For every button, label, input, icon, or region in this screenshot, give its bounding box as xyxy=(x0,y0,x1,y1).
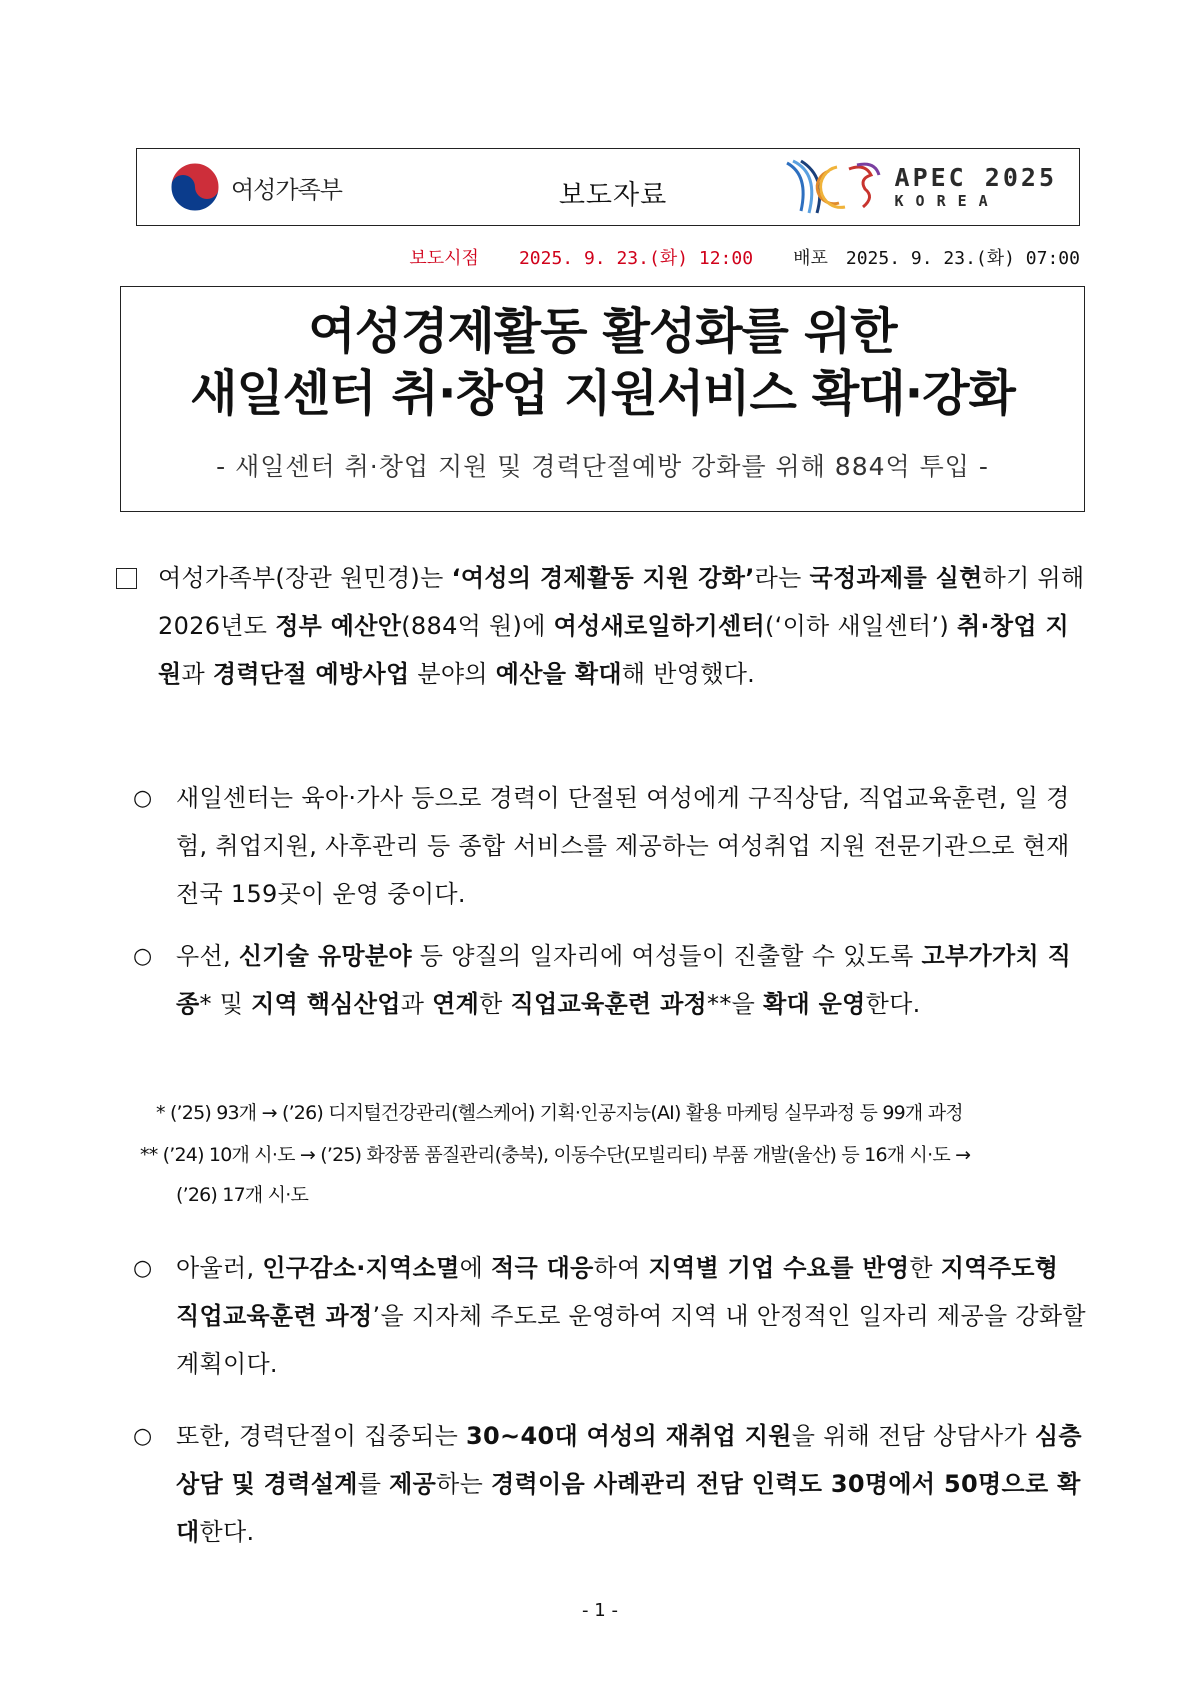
emphasized-text: 확대 운영 xyxy=(763,990,866,1018)
footnote-1: * (’25) 93개 → (’26) 디지털건강관리(헬스케어) 기획·인공지능(AI) 활용 마케팅 실무과정 등 99개 과정 xyxy=(156,1102,963,1124)
body-text: ’을 지자체 주도로 운영하여 지역 내 안정적인 일자리 제공을 강화할 계획이다. xyxy=(176,1302,1086,1378)
body-text: 과 xyxy=(181,660,213,688)
embargo-time: 2025. 9. 23.(화) 12:00 xyxy=(518,248,754,269)
body-text: 한 xyxy=(479,990,511,1018)
body-text: 하여 xyxy=(593,1254,649,1282)
body-text: 해 반영했다. xyxy=(621,660,756,688)
circle-bullet-icon: ○ xyxy=(133,944,153,969)
emphasized-text: 연계 xyxy=(432,990,480,1018)
emphasized-text: 예산을 확대 xyxy=(495,660,622,688)
body-text: 에 xyxy=(459,1254,492,1282)
press-release-label: 보도자료 xyxy=(558,180,668,211)
emphasized-text: 제공 xyxy=(389,1470,437,1498)
checkbox-square-bullet-icon xyxy=(116,568,137,589)
body-text: 과 xyxy=(400,990,433,1018)
ministry-name: 여성가족부 xyxy=(231,175,342,204)
body-text: (884억 원)에 xyxy=(401,612,554,640)
main-paragraph xyxy=(158,554,1088,698)
body-text: 하는 xyxy=(436,1470,491,1498)
footnote-2-continued: (’26) 17개 시·도 xyxy=(176,1184,308,1206)
emphasized-text: ‘여성의 경제활동 지원 강화’ xyxy=(451,564,755,592)
body-text: 분야의 xyxy=(409,660,496,688)
emphasized-text: 고부가가치 직종 xyxy=(176,942,1072,1018)
emphasized-text: 심층상담 및 경력설계 xyxy=(176,1422,1082,1498)
emphasized-text: 인구감소·지역소멸 xyxy=(262,1254,460,1282)
body-text: 한 xyxy=(909,1254,941,1282)
press-header xyxy=(136,148,1080,226)
apec-emblem-icon xyxy=(779,155,889,219)
body-text: 한다. xyxy=(865,990,921,1018)
body-text: **을 xyxy=(707,990,764,1018)
headline-subtitle: - 새일센터 취·창업 지원 및 경력단절예방 강화를 위해 884억 투입 - xyxy=(216,452,989,481)
body-text: 한다. xyxy=(199,1518,255,1546)
emphasized-text: 취·창업 지원 xyxy=(158,612,1069,688)
distribution-time: 2025. 9. 23.(화) 07:00 xyxy=(845,248,1080,269)
headline-box xyxy=(120,286,1085,512)
body-text: 여성가족부(장관 원민경)는 xyxy=(158,564,452,592)
circle-bullet-icon: ○ xyxy=(133,1424,153,1449)
emphasized-text: 경력이음 사례관리 전담 인력도 30명에서 50명으로 확대 xyxy=(176,1470,1081,1546)
emphasized-text: 직업교육훈련 과정 xyxy=(510,990,708,1018)
apec-title: APEC 2025 xyxy=(894,163,1057,192)
body-text: 하기 위해 2026년도 xyxy=(158,564,1085,640)
body-text: (‘이하 새일센터’) xyxy=(764,612,957,640)
headline-line-2: 새일센터 취·창업 지원서비스 확대·강화 xyxy=(190,365,1015,422)
emphasized-text: 적극 대응 xyxy=(491,1254,594,1282)
body-text: 또한, 경력단절이 집중되는 xyxy=(176,1422,467,1450)
circle-bullet-icon: ○ xyxy=(133,1256,153,1281)
bullet-paragraph-4 xyxy=(176,1412,1088,1556)
emphasized-text: 여성새로일하기센터 xyxy=(553,612,765,640)
release-info xyxy=(409,244,1080,270)
embargo-label: 보도시점 xyxy=(409,248,479,269)
body-text: * 및 xyxy=(199,990,252,1018)
emphasized-text: 지역 핵심산업 xyxy=(251,990,401,1018)
body-text: 우선, xyxy=(176,942,239,970)
emphasized-text: 지역별 기업 수요를 반영 xyxy=(648,1254,910,1282)
emphasized-text: 지역주도형 직업교육훈련 과정 xyxy=(176,1254,1059,1330)
emphasized-text: 정부 예산안 xyxy=(275,612,402,640)
apec-subtitle: KOREA xyxy=(894,192,1000,210)
bullet-paragraph-2 xyxy=(176,932,1088,1028)
headline-line-1: 여성경제활동 활성화를 위한 xyxy=(308,303,897,360)
bullet-paragraph-3 xyxy=(176,1244,1088,1388)
circle-bullet-icon: ○ xyxy=(133,786,153,811)
emphasized-text: 신기술 유망분야 xyxy=(238,942,412,970)
body-text: 새일센터는 육아·가사 등으로 경력이 단절된 여성에게 구직상담, 직업교육훈련, 일 경험, 취업지원, 사후관리 등 종합 서비스를 제공하는 여성취업 지원 전문기관으로 현재 전국 159곳이 운영 중이다. xyxy=(176,784,1070,908)
apec-logo xyxy=(779,155,1057,219)
body-text: 아울러, xyxy=(176,1254,263,1282)
body-text: 을 위해 전담 상담사가 xyxy=(791,1422,1035,1450)
emphasized-text: 경력단절 예방사업 xyxy=(212,660,410,688)
emphasized-text: 30~40대 여성의 재취업 지원 xyxy=(466,1422,792,1450)
body-text: 라는 xyxy=(754,564,810,592)
footnote-2: ** (’24) 10개 시·도 → (’25) 화장품 품질관리(충북), 이동수단(모빌리티) 부품 개발(울산) 등 16개 시·도 → xyxy=(140,1144,971,1166)
distribution-label: 배포 xyxy=(793,248,828,269)
body-text: 를 xyxy=(357,1470,390,1498)
emphasized-text: 국정과제를 실현 xyxy=(809,564,983,592)
bullet-paragraph-1 xyxy=(176,774,1088,918)
body-text: 등 양질의 일자리에 여성들이 진출할 수 있도록 xyxy=(411,942,922,970)
page-number: - 1 - xyxy=(582,1600,618,1621)
